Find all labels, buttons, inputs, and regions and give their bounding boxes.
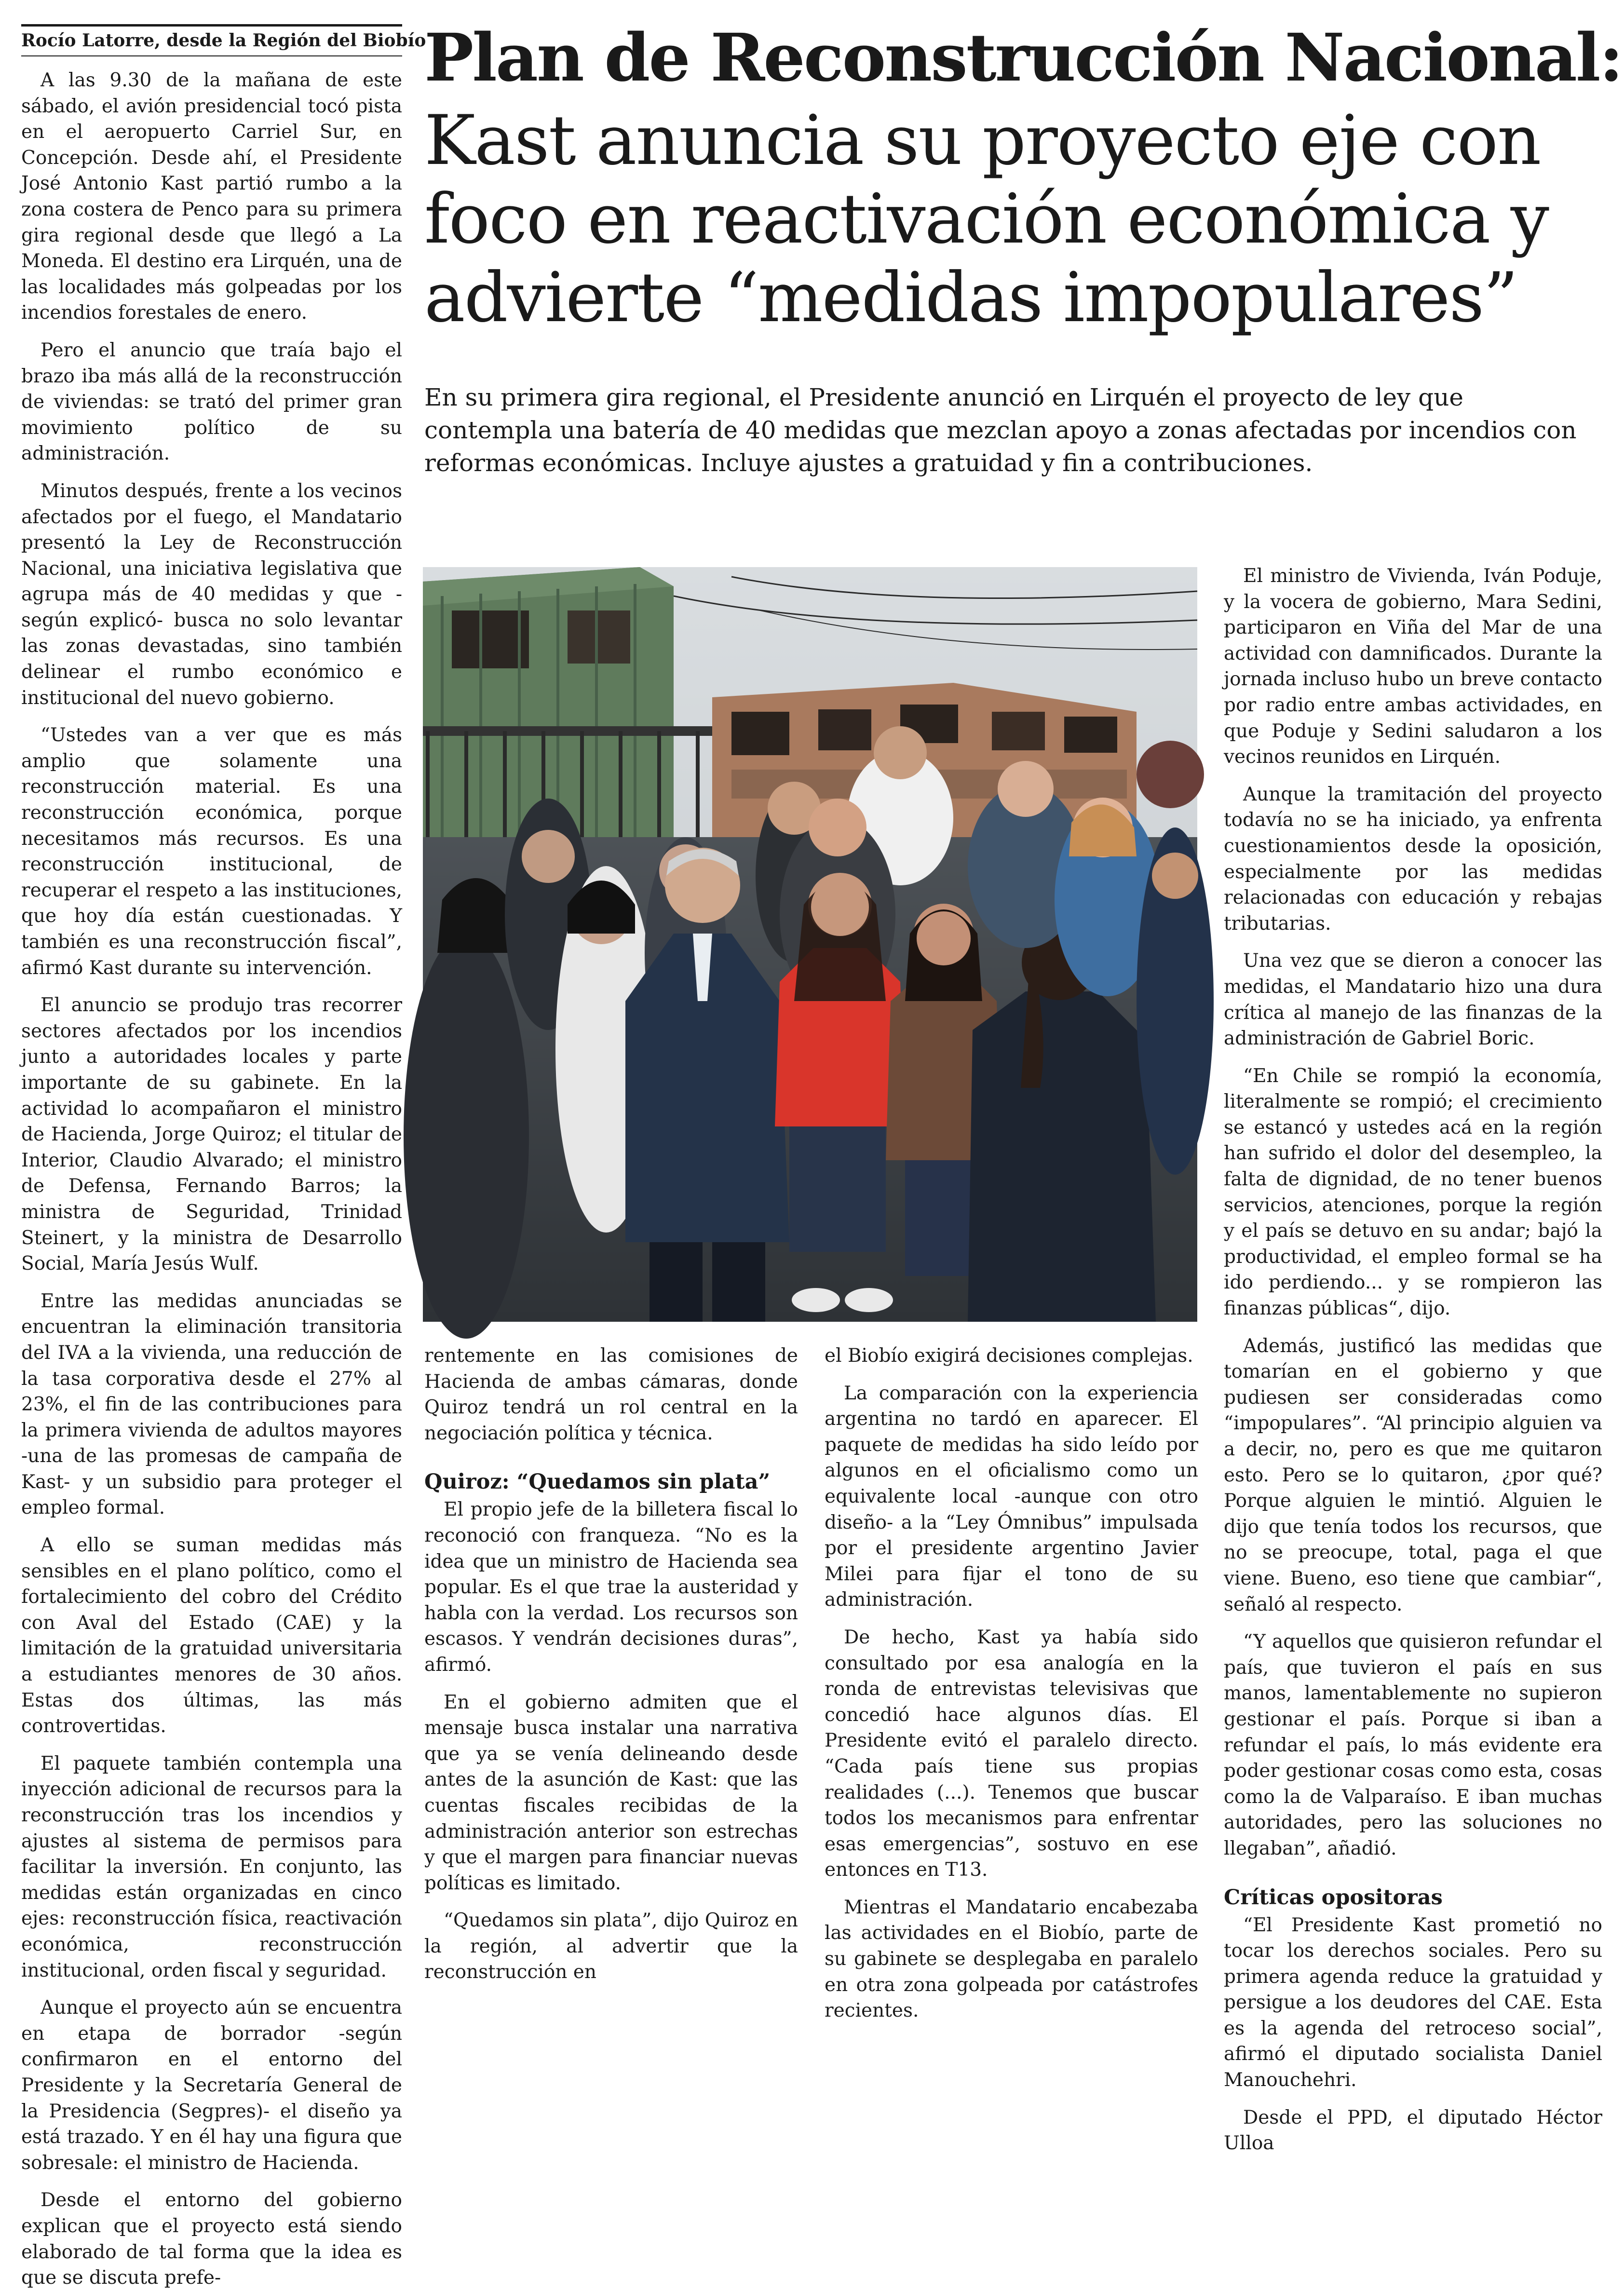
- paragraph: Una vez que se dieron a conocer las medidas, el Mandatario hizo una dura crítica al manejo de las finanzas de la administración de Gabriel Boric.: [1224, 950, 1602, 1050]
- paragraph: “En Chile se rompió la economía, literalmente se rompió; el crecimiento se estancó y ustedes acá en la región han sufrido el dolor del desempleo, la falta de dignidad, de no tener buenos servicios, atenciones, porque la región y el país se detuvo en su andar; bajó la productividad, el empleo formal se ha ido perdiendo... y se rompieron las finanzas públicas“, dijo.: [1224, 1065, 1602, 1320]
- paragraph: A ello se suman medidas más sensibles en el plano político, como el fortalecimiento del cobro del Crédito con Aval del Estado (CAE) y la limitación de la gratuidad universitaria a estudiantes menores de 30 años. Estas dos últimas, las más controvertidas.: [21, 1534, 402, 1737]
- headline-line-1: Plan de Reconstrucción Nacional:: [424, 19, 1622, 96]
- paragraph: El propio jefe de la billetera fiscal lo reconoció con franqueza. “No es la idea que un ministro de Hacienda sea popular. Es el que trae la austeridad y habla con la verdad. Los recursos son escasos. Y vendrán decisiones duras”, afirmó.: [424, 1499, 798, 1676]
- paragraph: En el gobierno admiten que el mensaje busca instalar una narrativa que ya se venía delineando desde antes de la asunción de Kast: que las cuentas fiscales recibidas de la administración anterior son estrechas y que el margen para financiar nuevas políticas es limitado.: [424, 1691, 798, 1894]
- article-column-3: [825, 1343, 1198, 2022]
- paragraph: “El Presidente Kast prometió no tocar los derechos sociales. Pero su primera agenda reduce la gratuidad y persigue a los deudores del CAE. Esta es la agenda del retroceso social”, afirmó el diputado socialista Daniel Manouchehri.: [1224, 1914, 1602, 2091]
- paragraph: El ministro de Vivienda, Iván Poduje, y la vocera de gobierno, Mara Sedini, participaron en Viña del Mar de una actividad con damnificados. Durante la jornada incluso hubo un breve contacto por radio entre ambas actividades, en que Poduje y Sedini saludaron a los vecinos reunidos en Lirquén.: [1224, 565, 1602, 768]
- photo-illustration: [423, 567, 1197, 1322]
- paragraph: A las 9.30 de la mañana de este sábado, el avión presidencial tocó pista en el aeropuerto Carriel Sur, en Concepción. Desde ahí, el Presidente José Antonio Kast partió rumbo a la zona costera de Penco para su primera gira regional desde que llegó a La Moneda. El destino era Lirquén, una de las localidades más golpeadas por los incendios forestales de enero.: [21, 69, 402, 324]
- paragraph: Además, justificó las medidas que tomarían en el gobierno y que pudiesen ser consideradas como “impopulares”. “Al principio alguien va a decir, no, pero es que me quitaron esto. Pero se lo quitaron, ¿por qué? Porque alguien le mintió. Alguien le dijo que tenía todos los recursos, que no se preocupe, total, paga el que viene. Bueno, eso tiene que cambiar“, señaló al respecto.: [1224, 1335, 1602, 1615]
- paragraph: “Quedamos sin plata”, dijo Quiroz en la región, al advertir que la reconstrucción en: [424, 1910, 798, 1983]
- paragraph: “Y aquellos que quisieron refundar el país, que tuvieron el país en sus manos, lamentablemente no supieron gestionar el país. Porque si iban a refundar el país, lo más evidente era poder gestionar cosas como esta, cosas como la de Valparaíso. E iban muchas autoridades, pero las soluciones no llegaban”, añadió.: [1224, 1631, 1602, 1859]
- paragraph: Aunque la tramitación del proyecto todavía no se ha iniciado, ya enfrenta cuestionamientos desde la oposición, especialmente por las medidas relacionadas con educación y rebajas tributarias.: [1224, 783, 1602, 935]
- paragraph: Mientras el Mandatario encabezaba las actividades en el Biobío, parte de su gabinete se desplegaba en paralelo en otra zona golpeada por catástrofes recientes.: [825, 1896, 1198, 2022]
- byline: Rocío Latorre, desde la Región del Biobío: [21, 24, 402, 56]
- paragraph: Desde el PPD, el diputado Héctor Ulloa: [1224, 2106, 1602, 2155]
- paragraph: Desde el entorno del gobierno explican que el proyecto está siendo elaborado de tal forma que la idea es que se discuta prefe-: [21, 2189, 402, 2289]
- paragraph: El anuncio se produjo tras recorrer sectores afectados por los incendios junto a autoridades locales y parte importante de su gabinete. En la actividad lo acompañaron el ministro de Hacienda, Jorge Quiroz; el titular de Interior, Claudio Alvarado; el ministro de Defensa, Fernando Barros; la ministra de Seguridad, Trinidad Steinert, y la ministra de Desarrollo Social, María Jesús Wulf.: [21, 994, 402, 1275]
- paragraph: Pero el anuncio que traía bajo el brazo iba más allá de la reconstrucción de viviendas: se trató del primer gran movimiento político de su administración.: [21, 339, 402, 465]
- article-column-4: [1224, 563, 1602, 2155]
- paragraph: Minutos después, frente a los vecinos afectados por el fuego, el Mandatario presentó la Ley de Reconstrucción Nacional, una iniciativa legislativa que agrupa más de 40 medidas y que -según explicó- busca no solo levantar las zonas devastadas, sino también delinear el rumbo económico e institucional del nuevo gobierno.: [21, 480, 402, 709]
- paragraph: Aunque el proyecto aún se encuentra en etapa de borrador -según confirmaron en el entorno del Presidente y la Secretaría General de la Presidencia (Segpres)- el diseño ya está trazado. Y en él hay una figura que sobresale: el ministro de Hacienda.: [21, 1997, 402, 2174]
- paragraph: De hecho, Kast ya había sido consultado por esa analogía en la ronda de entrevistas televisivas que concedió hace algunos días. El Presidente evitó el paralelo directo. “Cada país tiene sus propias realidades (...). Tenemos que buscar todos los mecanismos para enfrentar esas emergencias”, sostuvo en ese entonces en T13.: [825, 1626, 1198, 1881]
- paragraph: “Ustedes van a ver que es más amplio que solamente una reconstrucción material. Es una reconstrucción económica, porque necesitamos más recursos. Es una reconstrucción institucional, de recuperar el respeto a las instituciones, que hoy día están cuestionadas. Y también es una reconstrucción fiscal”, afirmó Kast durante su intervención.: [21, 724, 402, 979]
- paragraph: rentemente en las comisiones de Hacienda de ambas cámaras, donde Quiroz tendrá un rol central en la negociación política y técnica.: [424, 1345, 798, 1444]
- article-column-2: [424, 1343, 798, 1983]
- paragraph: La comparación con la experiencia argentina no tardó en aparecer. El paquete de medidas ha sido leído por algunos en el oficialismo como un equivalente local -aunque con otro diseño- a la “Ley Ómnibus” impulsada por el presidente argentino Javier Milei para fijar el tono de su administración.: [825, 1382, 1198, 1611]
- news-photo: [423, 567, 1197, 1322]
- subheading-criticas: Críticas opositoras: [1224, 1885, 1443, 1910]
- subheading-quiroz: Quiroz: “Quedamos sin plata”: [424, 1470, 771, 1494]
- paragraph: el Biobío exigirá decisiones complejas.: [825, 1345, 1193, 1367]
- deck-summary: En su primera gira regional, el Presidente anunció en Lirquén el proyecto de ley que contempla una batería de 40 medidas que mezclan apoyo a zonas afectadas por incendios con reformas económicas. Incluye ajustes a gratuidad y fin a contribuciones.: [424, 383, 1577, 477]
- article-column-1: [21, 68, 402, 2289]
- paragraph: Entre las medidas anunciadas se encuentran la eliminación transitoria del IVA a la vivienda, una reducción de la tasa corporativa desde el 27% al 23%, el fin de las contribuciones para la primera vivienda de adultos mayores -una de las promesas de campaña de Kast- y un subsidio para proteger el empleo formal.: [21, 1290, 402, 1519]
- paragraph: El paquete también contempla una inyección adicional de recursos para la reconstrucción tras los incendios y ajustes al sistema de permisos para facilitar la inversión. En conjunto, las medidas están organizadas en cinco ejes: reconstrucción física, reactivación económica, reconstrucción institucional, orden fiscal y seguridad.: [21, 1752, 402, 1981]
- headline-main: Kast anuncia su proyecto eje con foco en reactivación económica y advierte “medidas impopulares”: [424, 101, 1548, 338]
